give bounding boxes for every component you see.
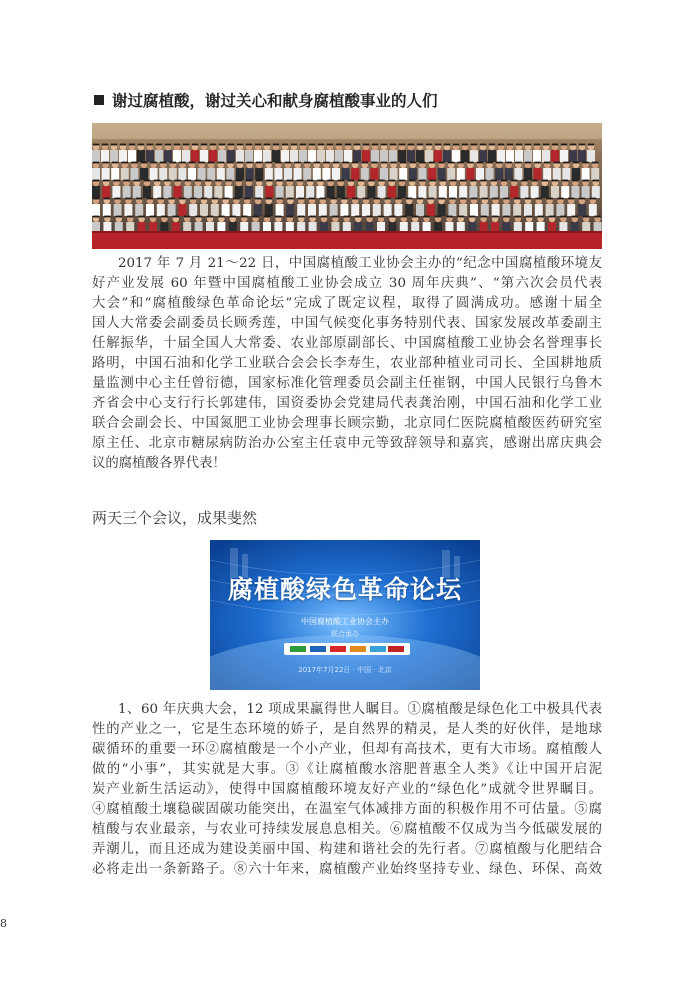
paragraph-achievements (92, 700, 602, 926)
square-bullet-icon (94, 95, 104, 105)
intro-line: 好产业发展 60 年暨中国腐植酸工业协会成立 30 周年庆典”、“第六次会员代表 (92, 276, 602, 291)
intro-line: 路明，中国石油和化学工业联合会会长李寿生，农业部种植业司司长、全国耕地质 (92, 356, 602, 371)
page-number: 8 (0, 917, 7, 930)
banner-organizer: 中国腐植酸工业协会主办 (301, 617, 389, 626)
achievements-line: 弄潮儿，而且还成为建设美丽中国、构建和谐社会的先行者。⑦腐植酸与化肥结合 (92, 842, 602, 857)
forum-banner-image (210, 540, 480, 690)
intro-line: 议的腐植酸各界代表！ (92, 456, 226, 471)
banner-subtitle: 联合承办 (331, 630, 359, 638)
group-photo-illustration (92, 123, 602, 249)
sponsor-logo (388, 646, 404, 652)
sponsor-logo (350, 646, 366, 652)
sponsor-logo (370, 646, 386, 652)
section-heading (94, 90, 614, 112)
intro-line: 齐省会中心支行行长郭建伟，国资委协会党建局代表龚治刚，中国石油和化学工业 (92, 396, 602, 411)
paragraph-intro (92, 254, 602, 496)
intro-line: 大会”和“腐植酸绿色革命论坛”完成了既定议程，取得了圆满成功。感谢十届全 (92, 296, 602, 311)
achievements-line: 做的“小事”，其实就是大事。③《让腐植酸水溶肥普惠全人类》《让中国开启泥 (92, 762, 602, 777)
subheading: 两天三个会议，成果斐然 (92, 509, 258, 527)
intro-line: 原主任、北京市糖尿病防治办公室主任袁申元等致辞领导和嘉宾，感谢出席庆典会 (92, 436, 602, 451)
intro-line: 联合会副会长、中国氮肥工业协会理事长顾宗勤，北京同仁医院腐植酸医药研究室 (92, 416, 602, 431)
sponsor-logo-strip (284, 643, 410, 655)
sponsor-logo (290, 646, 306, 652)
achievements-line: 必将走出一条新路子。⑧六十年来，腐植酸产业始终坚持专业、绿色、环保、高效 (92, 862, 602, 877)
intro-line: 量监测中心主任曾衍德，国家标准化管理委员会副主任崔钢，中国人民银行乌鲁木 (92, 376, 602, 391)
achievements-line: 性的产业之一，它是生态环境的娇子，是自然界的精灵，是人类的好伙伴，是地球 (92, 722, 602, 737)
sponsor-logo (330, 646, 346, 652)
achievements-line: ④腐植酸土壤稳碳固碳功能突出，在温室气体减排方面的积极作用不可估量。⑤腐 (92, 802, 602, 817)
intro-line: 任解振华，十届全国人大常委、农业部原副部长、中国腐植酸工业协会名誉理事长 (92, 336, 602, 351)
group-photo (92, 123, 602, 249)
intro-line: 2017 年 7 月 21～22 日，中国腐植酸工业协会主办的“纪念中国腐植酸环境友 (118, 256, 602, 271)
achievements-line: 1、60 年庆典大会，12 项成果赢得世人瞩目。①腐植酸是绿色化工中极具代表 (118, 702, 602, 717)
banner-title: 腐植酸绿色革命论坛 (227, 575, 462, 604)
achievements-line: 炭产业新生活运动》，使得中国腐植酸环境友好产业的“绿色化”成就令世界瞩目。 (92, 782, 602, 797)
achievements-line: 植酸与农业最亲，与农业可持续发展息息相关。⑥腐植酸不仅成为当今低碳发展的 (92, 822, 602, 837)
banner-date: 2017年7月22日 · 中国 · 北京 (298, 666, 392, 674)
sponsor-logo (310, 646, 326, 652)
section-heading-text: 谢过腐植酸，谢过关心和献身腐植酸事业的人们 (112, 91, 438, 110)
achievements-line: 碳循环的重要一环②腐植酸是一个小产业，但却有高技术，更有大市场。腐植酸人 (92, 742, 602, 757)
intro-line: 国人大常委会副委员长顾秀莲，中国气候变化事务特别代表、国家发展改革委副主 (92, 316, 602, 331)
